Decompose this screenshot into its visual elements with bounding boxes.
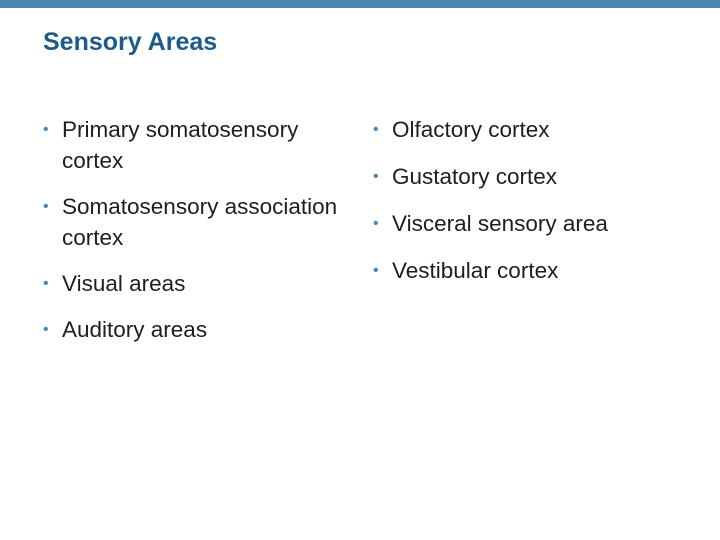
list-item — [373, 161, 693, 192]
bullet-icon: • — [373, 215, 379, 232]
bullet-icon: • — [373, 168, 379, 185]
left-bullet-list — [43, 114, 343, 360]
list-item-text: Gustatory cortex — [392, 164, 558, 189]
bullet-icon: • — [373, 121, 379, 138]
bullet-icon: • — [43, 321, 49, 338]
list-item-text: Somatosensory association cortex — [62, 194, 338, 250]
list-item-text: Visceral sensory area — [392, 211, 608, 236]
top-accent-bar — [0, 0, 720, 8]
list-item — [373, 255, 693, 286]
right-bullet-list — [373, 114, 693, 302]
bullet-icon: • — [43, 275, 49, 292]
list-item — [373, 114, 693, 145]
bullet-icon: • — [43, 198, 49, 215]
bullet-icon: • — [43, 121, 49, 138]
list-item-text: Visual areas — [62, 271, 186, 296]
list-item-text: Vestibular cortex — [392, 258, 559, 283]
list-item — [373, 208, 693, 239]
list-item — [43, 314, 343, 345]
list-item — [43, 268, 343, 299]
slide-title: Sensory Areas — [43, 28, 218, 56]
list-item — [43, 191, 343, 253]
list-item-text: Olfactory cortex — [392, 117, 550, 142]
bullet-icon: • — [373, 262, 379, 279]
list-item — [43, 114, 343, 176]
list-item-text: Primary somatosensory cortex — [62, 117, 299, 173]
list-item-text: Auditory areas — [62, 317, 208, 342]
